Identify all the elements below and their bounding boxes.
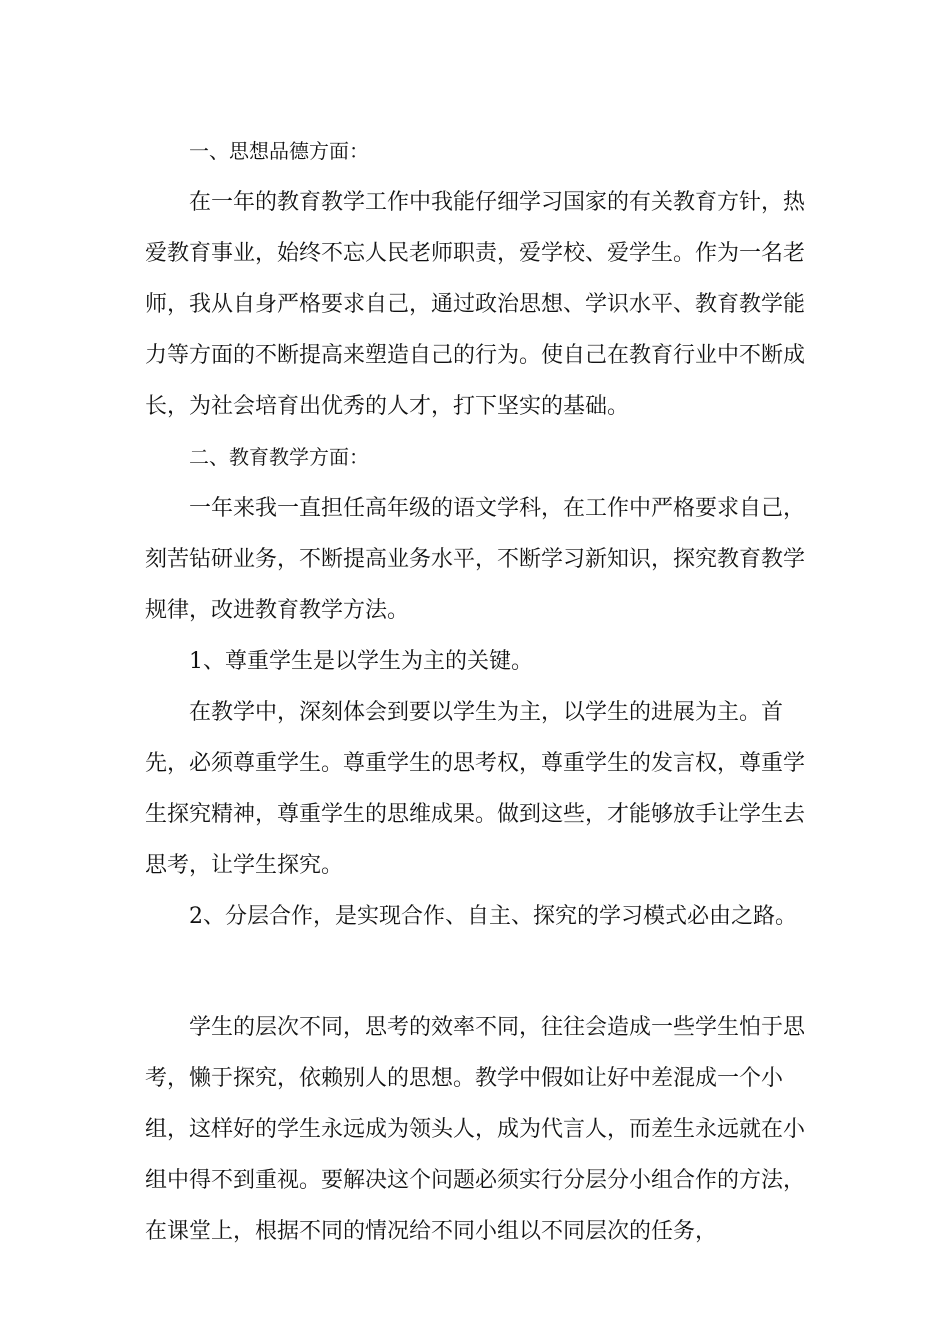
section-heading-2: 二、教育教学方面： [189, 445, 369, 469]
paragraph-3: 在教学中，深刻体会到要以学生为主，以学生的进展为主。首先，必须尊重学生。尊重学生的思考权，尊重学生的发言权，尊重学生探究精神，尊重学生的思维成果。做到这些，才能够放手让学生去思考，让学生探究。 [145, 700, 806, 878]
paragraph-2: 一年来我一直担任高年级的语文学科，在工作中严格要求自己，刻苦钻研业务，不断提高业务水平，不断学习新知识，探究教育教学规律，改进教育教学方法。 [145, 496, 806, 623]
section-heading-1: 一、思想品德方面： [189, 139, 369, 163]
subheading-2: 2、分层合作，是实现合作、自主、探究的学习模式必由之路。 [189, 904, 797, 929]
subheading-1: 1、尊重学生是以学生为主的关键。 [189, 649, 533, 674]
paragraph-1: 在一年的教育教学工作中我能仔细学习国家的有关教育方针，热爱教育事业，始终不忘人民老师职责，爱学校、爱学生。作为一名老师，我从自身严格要求自己，通过政治思想、学识水平、教育教学能力等方面的不断提高来塑造自己的行为。使自己在教育行业中不断成长，为社会培育出优秀的人才，打下坚实的基础。 [145, 190, 806, 419]
paragraph-4: 学生的层次不同，思考的效率不同，往往会造成一些学生怕于思考，懒于探究，依赖别人的思想。教学中假如让好中差混成一个小组，这样好的学生永远成为领头人，成为代言人，而差生永远就在小组中得不到重视。要解决这个问题必须实行分层分小组合作的方法，在课堂上，根据不同的情况给不同小组以不同层次的任务， [145, 1015, 806, 1244]
